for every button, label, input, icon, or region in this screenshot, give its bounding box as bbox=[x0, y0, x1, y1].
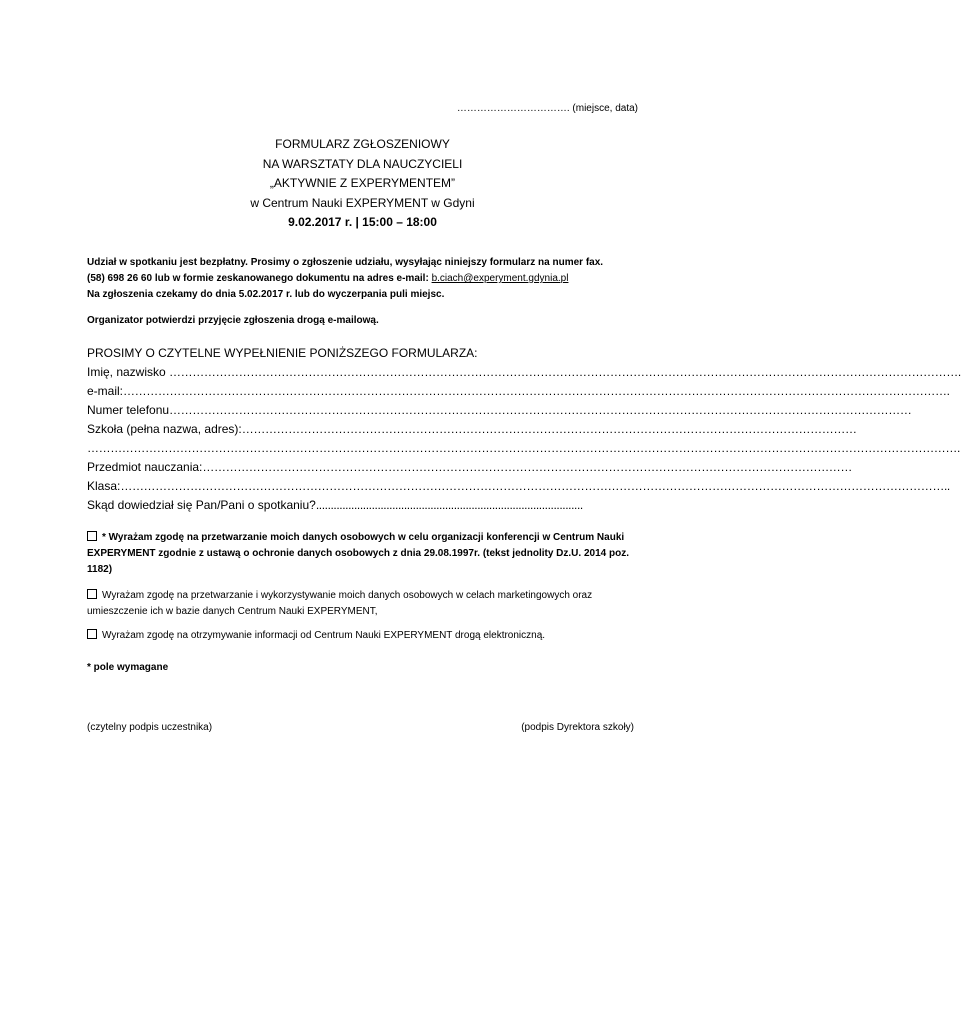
school-field-continuation[interactable]: ………………………………………………………………………………………………………………………………………………………………………………………………………. bbox=[87, 441, 960, 455]
consent-data-processing bbox=[87, 530, 647, 578]
name-label: Imię, nazwisko bbox=[87, 365, 166, 379]
email-label: e-mail: bbox=[87, 384, 124, 398]
title-line-4: w Centrum Nauki EXPERYMENT w Gdyni bbox=[250, 195, 475, 210]
consent-1-checkbox[interactable] bbox=[87, 531, 97, 541]
consent-2-checkbox[interactable] bbox=[87, 589, 97, 599]
name-field[interactable]: Imię, nazwisko ……………………………………………………………………………………………………………………………………………………………………………………. bbox=[87, 365, 961, 379]
title-line-1: FORMULARZ ZGŁOSZENIOWY bbox=[275, 137, 450, 151]
participant-signature-label: (czytelny podpis uczestnika) bbox=[87, 722, 213, 733]
source-label: Skąd dowiedział się Pan/Pani o spotkaniu? bbox=[87, 498, 316, 512]
email-field[interactable]: e-mail:……………………………………………………………………………………………………………………………………………………………………………………………. bbox=[87, 384, 950, 398]
intro-line-1: Udział w spotkaniu jest bezpłatny. Prosimy o zgłoszenie udziału, wysyłając niniejszy formularz na numer fax. bbox=[87, 257, 604, 268]
event-date: 9.02.2017 r. | 15:00 – 18:00 bbox=[288, 215, 437, 229]
school-field[interactable]: Szkoła (pełna nazwa, adres):…………………………………………………………………………………………………………………………………………… bbox=[87, 422, 857, 436]
director-signature-label: (podpis Dyrektora szkoły) bbox=[521, 722, 634, 733]
title-block bbox=[0, 135, 725, 233]
consent-marketing bbox=[87, 588, 647, 620]
consent-2-text: Wyrażam zgodę na przetwarzanie i wykorzystywanie moich danych osobowych w celach marketingowych oraz umieszczenie ich w bazie danych Centrum Nauki EXPERYMENT, bbox=[87, 590, 593, 617]
consent-electronic-info bbox=[87, 628, 647, 644]
consent-3-checkbox[interactable] bbox=[87, 629, 97, 639]
registration-form bbox=[87, 344, 961, 515]
subject-field[interactable]: Przedmiot nauczania:…………………………………………………………………………………………………………………………………………………… bbox=[87, 460, 853, 474]
school-label: Szkoła (pełna nazwa, adres): bbox=[87, 422, 242, 436]
class-field[interactable]: Klasa:…………………………………………………………………………………………………………………………………………………………………………………………….. bbox=[87, 479, 950, 493]
intro-line-2-text: (58) 698 26 60 lub w formie zeskanowanego dokumentu na adres e-mail: bbox=[87, 273, 432, 284]
phone-field[interactable]: Numer telefonu………………………………………………………………………………………………………………………………………………………………………… bbox=[87, 403, 912, 417]
consent-3-text: Wyrażam zgodę na otrzymywanie informacji od Centrum Nauki EXPERYMENT drogą elektroniczną. bbox=[102, 630, 546, 641]
confirmation-note: Organizator potwierdzi przyjęcie zgłoszenia drogą e-mailową. bbox=[87, 315, 379, 326]
title-line-2: NA WARSZTATY DLA NAUCZYCIELI bbox=[262, 156, 463, 171]
contact-email-link[interactable]: b.ciach@experyment.gdynia.pl bbox=[431, 273, 569, 284]
place-date-field: ……………………………. (miejsce, data) bbox=[456, 103, 638, 114]
form-heading: PROSIMY O CZYTELNE WYPEŁNIENIE PONIŻSZEGO FORMULARZA: bbox=[87, 346, 478, 360]
consent-1-text: * Wyrażam zgodę na przetwarzanie moich danych osobowych w celu organizacji konferencji w Centrum Nauki EXPERYMENT zgodnie z ustawą o ochronie danych osobowych z dnia 29.08.1997r. (tekst jednolity Dz.U. 2014 poz. 1182) bbox=[87, 532, 629, 575]
class-label: Klasa: bbox=[87, 479, 121, 493]
source-field[interactable]: Skąd dowiedział się Pan/Pani o spotkaniu?........................................................................................... bbox=[87, 498, 583, 512]
required-field-note: * pole wymagane bbox=[87, 662, 169, 673]
phone-label: Numer telefonu bbox=[87, 403, 170, 417]
intro-line-3: Na zgłoszenia czekamy do dnia 5.02.2017 r. lub do wyczerpania puli miejsc. bbox=[87, 289, 445, 300]
title-line-3: „AKTYWNIE Z EXPERYMENTEM” bbox=[269, 176, 456, 190]
intro-line-2 bbox=[87, 271, 647, 287]
intro-text bbox=[87, 255, 647, 303]
subject-label: Przedmiot nauczania: bbox=[87, 460, 203, 474]
